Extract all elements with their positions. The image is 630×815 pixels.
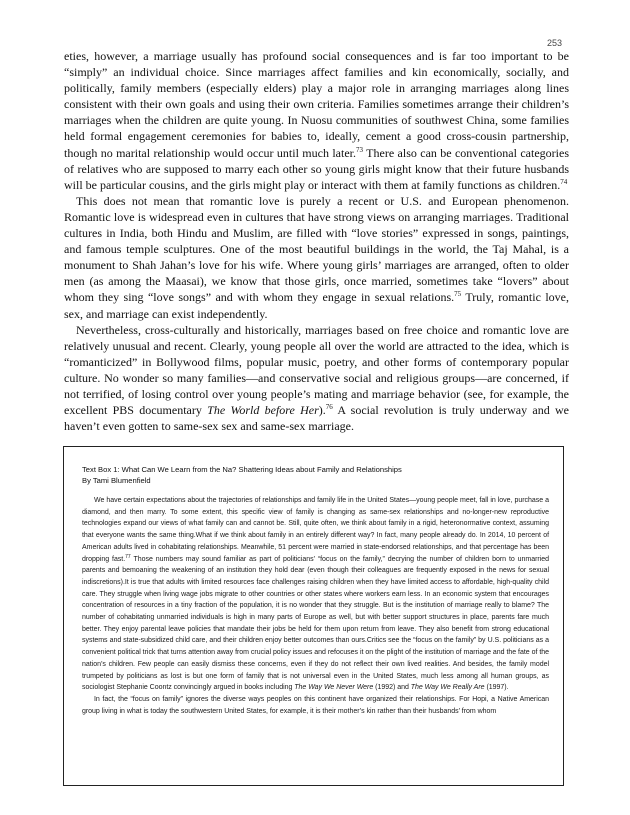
text-run: (1997). xyxy=(484,684,509,692)
paragraph xyxy=(82,495,549,694)
paragraph xyxy=(64,193,569,322)
documentary-title: The World before Her xyxy=(207,403,319,418)
footnote-ref[interactable]: 75 xyxy=(454,290,462,299)
footnote-ref[interactable]: 73 xyxy=(356,145,363,154)
text-box-title: Text Box 1: What Can We Learn from the Na? Shattering Ideas about Family and Relationships xyxy=(82,465,402,474)
text-box-byline: By Tami Blumenfield xyxy=(82,476,151,485)
book-title: The Way We Never Were xyxy=(294,684,374,692)
footnote-ref[interactable]: 74 xyxy=(560,177,568,186)
text-run: eties, however, a marriage usually has profound social consequences and is far too important to be “simply” an individual choice. Since marriages affect families and kin economically, socially, and politically, family members (especially elders) play a major role in arranging marriages along lines consistent with their own goals and using their own criteria. Families sometimes arrange their children’s marriages when the children are quite young. In Nuosu communities of southwest China, some families held formal engagement ceremonies for babies to, ideally, cement a good cross-cousin partnership, though no marital relationship would occur until much later. xyxy=(64,49,569,160)
text-run: This does not mean that romantic love is purely a recent or U.S. and European phenomenon. Romantic love is widespread even in cultures that have strong views on arranging marriages. Traditional cultures in India, both Hindu and Muslim, are filled with “love stories” expressed in songs, paintings, and famous temple sculptures. One of the most beautiful buildings in the world, the Taj Mahal, is a monument to Shah Jahan’s love for his wife. Where young girls’ marriages are arranged, often to older men (as among the Maasai), we know that those girls, once married, sometimes take “lovers” about whom they sing “love songs” and with whom they engage in sexual relations. xyxy=(64,193,569,305)
page-number: 253 xyxy=(546,38,562,48)
text-run: Truly, romantic love, sex, and marriage can exist independently. xyxy=(64,290,569,321)
text-run: There also can be conventional categories of relatives who are supposed to marry each other so young girls might know that their future husbands will be particular cousins, and the girls might play or interact with them at family functions as children. xyxy=(64,145,569,192)
paragraph xyxy=(64,322,569,435)
footnote-ref[interactable]: 76 xyxy=(325,403,333,412)
paragraph xyxy=(64,48,569,193)
text-run: We have certain expectations about the trajectories of relationships and family life in the United States—young people meet, fall in love, purchase a diamond, and then marry. To some extent, this specific view of family is changing as same-sex relationships and no-longer-new reproductive technologies expand our views of what family can and cannot be. Still, quite often, we think about family in a rigid, heteronormative context, assuming that everyone wants the same thing.What if we think about family in an entirely different way? In fact, many people already do. In 2014, 10 percent of American adults lived in cohabitating relationships. Meanwhile, 51 percent were married in state-endorsed relationships, and that percentage has been dropping fast. xyxy=(82,497,549,563)
text-box xyxy=(63,446,564,786)
main-text xyxy=(64,48,569,434)
text-run: (1992) and xyxy=(373,684,411,692)
text-run: Nevertheless, cross-culturally and historically, marriages based on free choice and romantic love are relatively unusual and recent. Clearly, young people all over the world are attracted to the idea, which is “romanticized” in Bollywood films, popular music, poetry, and other forms of contemporary popular culture. No wonder so many families—and conservative social and religious groups—are concerned, if not terrified, of losing control over young people’s mating and marriage behavior (see, for example, the excellent PBS documentary xyxy=(64,322,569,418)
text-run: A social revolution is truly underway and we haven’t even gotten to same-sex sex and same-sex marriage. xyxy=(64,403,569,434)
text-run: Those numbers may sound familiar as part of politicians’ “focus on the family,” decrying the number of children born to unmarried parents and bemoaning the weakening of an institution they hold dear (even though their colleagues are frequently exposed in the news for sexual indiscretions).It is true that adults with limited resources face challenges raising children when they have limited access to affordable, high-quality child care. They struggle when living wage jobs migrate to other countries or other states where workers earn less. In an economic system that encourages concentration of resources in a tiny fraction of the population, it is no wonder that they struggle. But is the institution of marriage really to blame? The number of cohabitating unmarried individuals is high in many parts of Europe as well, but with better support structures in place, parents fare much better. They enjoy parental leave policies that mandate their jobs be held for them upon return from leave. They also benefit from strong educational systems and state-subsidized child care, and their children enjoy better outcomes than ours.Critics see the “focus on the family” by U.S. politicians as a convenient political trick that turns attention away from crucial policy issues and refocuses it on the plight of the institution of marriage and the fate of the nation’s children. Few people can easily dismiss these concerns, even if they do not reflect their own lived realities. And besides, the family model trumpeted by politicians as lost is but one form of family that is not universal even in the United States, much less among all human groups, as sociologist Stephanie Coontz convincingly argued in books including xyxy=(82,555,550,692)
footnote-ref[interactable]: 77 xyxy=(125,553,131,560)
text-run: ). xyxy=(318,403,326,418)
book-title: The Way We Really Are xyxy=(410,684,485,692)
paragraph: In fact, the “focus on family” ignores the diverse ways peoples on this continent have organized their relationships. For Hopi, a Native American group living in what is today the southwestern United States, for example, it is their mother’s kin rather than their husbands’ from whom xyxy=(82,695,549,715)
